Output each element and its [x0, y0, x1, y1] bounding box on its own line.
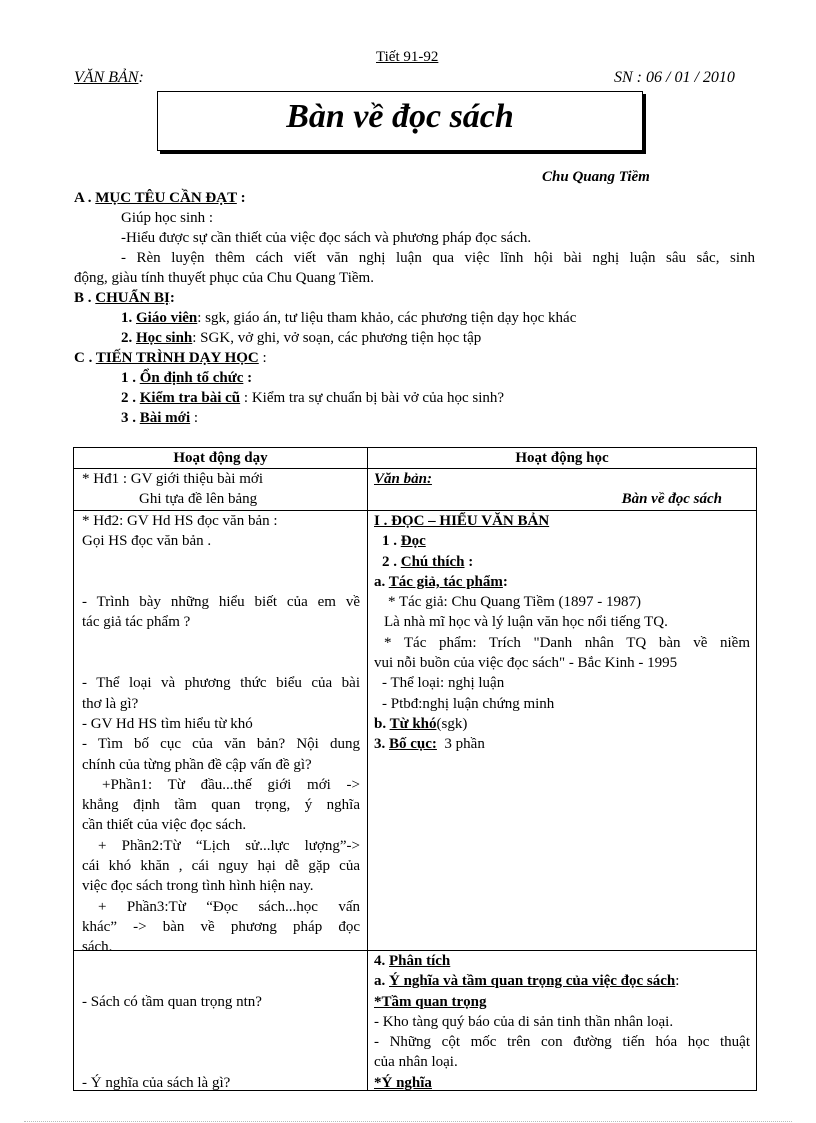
- section-a-line: -Hiểu được sự cần thiết của việc đọc sách và phương pháp đọc sách.: [121, 230, 532, 246]
- row3-left: [82, 951, 262, 1093]
- table-text: - Ý nghĩa của sách là gì?: [82, 1074, 231, 1091]
- section-b-item: 1. Giáo viên: sgk, giáo án, tư liệu tham khảo, các phương tiện dạy học khác: [121, 310, 577, 326]
- table-text: cần thiết của việc đọc sách.: [82, 817, 247, 834]
- date: SN : 06 / 01 / 2010: [614, 69, 735, 86]
- section-c-item: 3 . Bài mới :: [121, 410, 199, 426]
- table-text: khác” -> bàn về phương pháp đọc: [82, 918, 360, 935]
- page-bottom-divider: [24, 1121, 792, 1122]
- table-text: * Hđ1 : GV giới thiệu bài mới: [82, 471, 263, 487]
- table-text: 4. Phân tích: [374, 953, 451, 969]
- row1-left: [82, 469, 263, 510]
- row2-right: [374, 511, 750, 755]
- table-text: - Trình bày những hiểu biết của em về: [82, 594, 360, 611]
- table-text: + Phần2:Từ “Lịch sử...lực lượng”->: [98, 837, 360, 854]
- lesson-table: [73, 447, 757, 1091]
- table-text: khẳng định tầm quan trọng, ý nghĩa: [82, 797, 360, 814]
- table-text: - Kho tàng quý báo của di sản tinh thần nhân loại.: [374, 1013, 674, 1030]
- table-text: a. Ý nghĩa và tầm quan trọng của việc đọc sách:: [374, 973, 680, 990]
- section-c-heading: C . TIẾN TRÌNH DẠY HỌC :: [74, 350, 267, 366]
- table-text: * Hđ2: GV Hd HS đọc văn bản :: [82, 513, 278, 529]
- table-text: chính của từng phần đề cập vấn đề gì?: [82, 756, 312, 773]
- column-header-learning: Hoạt động học: [515, 450, 609, 466]
- table-text: 1 . Đọc: [382, 533, 426, 550]
- table-text: Văn bản:: [374, 471, 432, 487]
- table-text: Ghi tựa đề lên bảng: [139, 491, 258, 508]
- table-text: * Tác phẩm: Trích "Danh nhân TQ bàn về niềm: [384, 634, 750, 651]
- table-text: sách.: [82, 939, 113, 956]
- table-text: Gọi HS đọc văn bản .: [82, 533, 212, 550]
- table-text: - Sách có tầm quan trọng ntn?: [82, 993, 262, 1010]
- table-text: - Ptbđ:nghị luận chứng minh: [382, 695, 555, 712]
- section-c-item: 1 . Ổn định tổ chức :: [121, 370, 253, 386]
- table-text: *Tầm quan trọng: [374, 993, 487, 1010]
- table-text: * Tác giả: Chu Quang Tiềm (1897 - 1987): [388, 594, 642, 611]
- table-text: - Thể loại và phương thức biểu của bài: [82, 675, 360, 692]
- table-text: vui nỗi buồn của việc đọc sách" - Bắc Kinh - 1995: [374, 655, 678, 672]
- table-text: *Ý nghĩa: [374, 1074, 432, 1091]
- table-text: +Phần1: Từ đầu...thế giới mới ->: [102, 776, 360, 793]
- row3-right: [374, 951, 750, 1093]
- lesson-number: Tiết 91-92: [376, 49, 439, 65]
- section-c-item: 2 . Kiểm tra bài cũ : Kiểm tra sự chuẩn bị bài vở của học sinh?: [121, 390, 505, 406]
- table-text: cái khó khăn , cái nguy hại dễ gặp của: [82, 858, 360, 875]
- row1-right: [374, 469, 750, 510]
- table-text: 2 . Chú thích :: [382, 553, 474, 570]
- table-text: tác giả tác phẩm ?: [82, 614, 191, 631]
- section-a-line: Giúp học sinh :: [121, 210, 214, 226]
- column-header-teaching: Hoạt động dạy: [173, 450, 268, 466]
- table-text: + Phần3:Từ “Đọc sách...học vấn: [98, 898, 360, 915]
- table-text: Bàn về đọc sách: [621, 491, 722, 508]
- table-text: việc đọc sách trong tình hình hiện nay.: [82, 878, 314, 895]
- table-text: - GV Hd HS tìm hiểu từ khó: [82, 715, 253, 732]
- section-a-heading: A . MỤC TÊU CẦN ĐẠT :: [74, 190, 246, 206]
- table-text: Là nhà mĩ học và lý luận văn học nổi tiếng TQ.: [384, 614, 668, 631]
- table-text: - Những cột mốc trên con đường tiến hóa học thuật: [374, 1034, 750, 1051]
- table-text: b. Từ khó(sgk): [374, 715, 468, 732]
- row2-left: [82, 511, 360, 958]
- table-text: thơ là gì?: [82, 695, 139, 712]
- table-text: - Thể loại: nghị luận: [382, 675, 505, 692]
- table-text: của nhân loại.: [374, 1054, 458, 1071]
- section-b-item: 2. Học sinh: SGK, vở ghi, vở soạn, các phương tiện học tập: [121, 330, 482, 346]
- title-box: [157, 91, 643, 151]
- column-divider: [367, 448, 368, 1090]
- section-a-line: động, giàu tính thuyết phục của Chu Quang Tiềm.: [74, 270, 374, 286]
- table-text: 3. Bố cục: 3 phần: [374, 736, 485, 753]
- genre-label: VĂN BẢN:: [74, 69, 144, 86]
- table-text: I . ĐỌC – HIỂU VĂN BẢN: [374, 513, 550, 529]
- author: Chu Quang Tiềm: [542, 169, 650, 185]
- table-text: a. Tác giả, tác phẩm:: [374, 573, 508, 590]
- section-a-line: - Rèn luyện thêm cách viết văn nghị luận qua việc lĩnh hội bài nghị luận sâu sắc, sinh: [121, 250, 755, 266]
- page-title: Bàn về đọc sách: [286, 98, 514, 135]
- table-text: - Tìm bố cục của văn bản? Nội dung: [82, 736, 360, 753]
- section-b-heading: B . CHUẨN BỊ:: [74, 290, 175, 306]
